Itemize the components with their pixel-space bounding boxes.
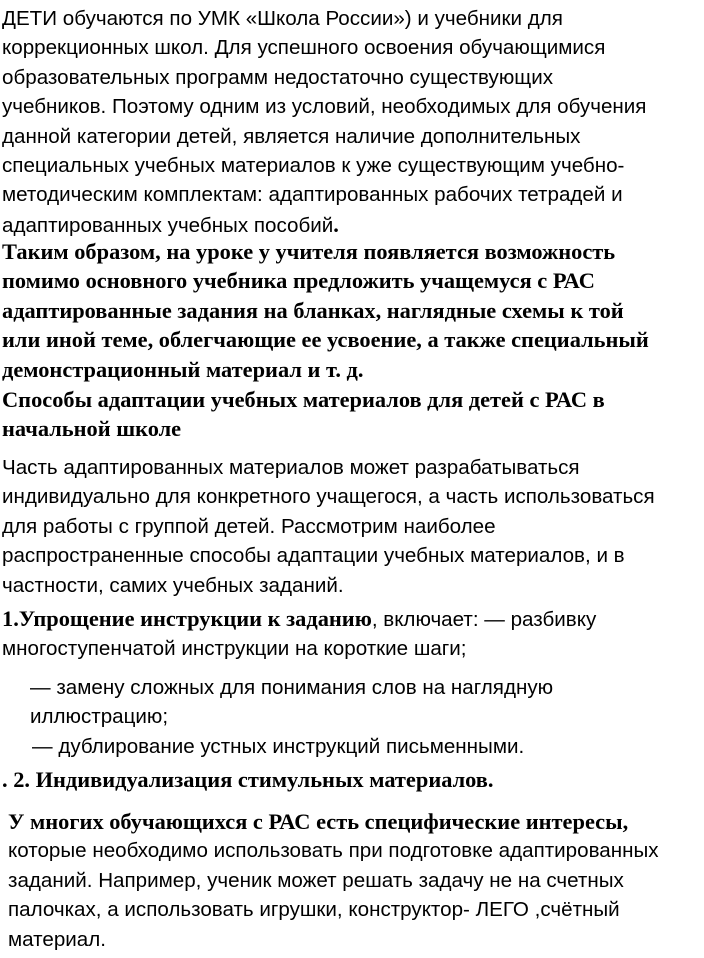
section-heading <box>2 385 605 444</box>
text-line: Таким образом, на уроке у учителя появляется возможность <box>2 239 616 264</box>
paragraph-conclusion <box>2 237 649 384</box>
text-line: для работы с группой детей. Рассмотрим наиболее <box>2 514 496 538</box>
paragraph-methods <box>2 453 655 600</box>
text-line: частности, самих учебных заданий. <box>2 573 344 597</box>
text-span: . <box>333 211 339 237</box>
text-line: распространенные способы адаптации учебных материалов, и в <box>2 544 625 568</box>
item-title: . 2. Индивидуализация стимульных материалов. <box>2 767 494 792</box>
text-line: Часть адаптированных материалов может разрабатываться <box>2 456 580 479</box>
text-span: адаптированных учебных пособий <box>2 213 334 237</box>
text-line: заданий. Например, ученик может решать задачу не на счетных <box>8 868 624 892</box>
text-line: демонстрационный материал и т. д. <box>2 356 364 382</box>
text-line: образовательных программ недостаточно существующих <box>2 65 554 89</box>
text-line: У многих обучающихся с РАС есть специфические интересы, <box>8 809 629 834</box>
text-line: ДЕТИ обучаются по УМК «Школа России») и учебники для <box>2 7 563 30</box>
paragraph-interests <box>8 807 659 954</box>
text-line: материал. <box>8 927 106 951</box>
sub-list <box>30 673 553 761</box>
text-line: которые необходимо использовать при подготовке адаптированных <box>8 839 659 863</box>
text-line: или иной теме, облегчающие ее усвоение, а также специальный <box>2 327 649 353</box>
text-line: специальных учебных материалов к уже существующим учебно- <box>2 154 625 178</box>
list-item-2 <box>2 765 494 794</box>
item-title: 1.Упрощение инструкции к заданию <box>2 606 372 631</box>
text-line: методическим комплектам: адаптированных рабочих тетрадей и <box>2 183 623 207</box>
paragraph-intro <box>2 4 646 240</box>
text-line: помимо основного учебника предложить учащемуся с РАС <box>2 268 595 294</box>
text-line: палочках, а использовать игрушки, конструктор- ЛЕГО ,счётный <box>8 898 620 922</box>
text-line <box>2 604 596 634</box>
text-line <box>2 210 646 240</box>
text-line: иллюстрацию; <box>30 705 169 729</box>
text-line: данной категории детей, является наличие дополнительных <box>2 124 581 148</box>
list-item-1 <box>2 604 596 664</box>
text-line: многоступенчатой инструкции на короткие шаги; <box>2 637 467 661</box>
text-line: — дублирование устных инструкций письменными. <box>32 734 525 758</box>
text-line: адаптированные задания на бланках, наглядные схемы к той <box>2 297 624 323</box>
text-line: — замену сложных для понимания слов на наглядную <box>30 676 554 699</box>
text-line: коррекционных школ. Для успешного освоения обучающимися <box>2 36 606 60</box>
text-line: Способы адаптации учебных материалов для детей с РАС в <box>2 387 605 412</box>
text-span: , включает: — разбивку <box>371 608 597 631</box>
text-line: учебников. Поэтому одним из условий, необходимых для обучения <box>2 95 647 119</box>
text-line: индивидуально для конкретного учащегося, а часть использоваться <box>2 485 655 509</box>
text-line: начальной школе <box>2 416 182 442</box>
